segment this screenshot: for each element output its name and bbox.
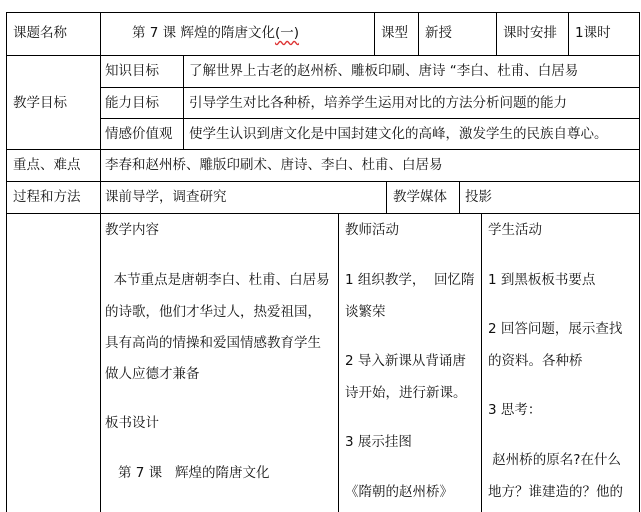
teacher-line: 1 组织教学， 回忆隋 [345,272,475,288]
col-divider [496,12,497,55]
col-divider [183,55,184,149]
content-line: 本节重点是唐朝李白、杜甫、白居易 [105,272,330,288]
teacher-header: 教师活动 [345,222,399,238]
table-border-left [6,12,7,512]
goals-label: 教学目标 [13,95,67,111]
table-border-top [6,12,640,13]
course-title [132,25,299,41]
student-line: 地方？谁建造的？他的 [488,484,623,500]
student-line: 1 到黑板板书要点 [488,272,596,288]
goal-text: 引导学生对比各种桥，培养学生运用对比的方法分析问题的能力 [189,95,567,111]
keypoints-label: 重点、难点 [13,157,81,173]
row-divider [6,55,640,56]
col-divider [100,12,101,512]
media-value: 投影 [465,189,492,205]
student-header: 学生活动 [488,222,542,238]
col-divider [374,12,375,55]
col-divider [568,12,569,55]
teacher-line: 诗开始，进行新课。 [345,385,467,401]
row-divider [6,149,640,150]
student-line: 的资料。各种桥 [488,353,583,369]
goal-name: 情感价值观 [105,126,173,142]
teacher-line: 2 导入新课从背诵唐 [345,353,466,369]
content-line: 的诗歌，他们才华过人，热爱祖国， [105,304,321,320]
student-line: 3 思考： [488,402,542,418]
goal-text: 了解世界上古老的赵州桥、雕板印刷、唐诗 “李白、杜甫、白居易 [189,63,579,79]
teacher-line: 3 展示挂图 [345,434,412,450]
content-line: 做人应德才兼备 [105,366,200,382]
row-divider [6,213,640,214]
student-line: 2 回答问题，展示查找 [488,321,623,337]
row-divider [6,181,640,182]
col-divider [481,213,482,512]
schedule-value: 1课时 [575,25,611,41]
student-line: 赵州桥的原名?在什么 [488,452,621,468]
col-divider [459,181,460,213]
process-label: 过程和方法 [13,189,81,205]
course-title-part: (一) [274,25,300,41]
goal-name: 能力目标 [105,95,159,111]
lesson-type-label: 课型 [381,25,408,41]
col-divider [386,181,387,213]
process-text: 课前导学，调查研究 [105,189,227,205]
teacher-line: 谈繁荣 [345,304,386,320]
board-design-title: 板书设计 [105,415,159,431]
table-border-right [639,12,640,512]
content-header: 教学内容 [105,222,159,238]
course-name-label: 课题名称 [13,25,67,41]
schedule-label: 课时安排 [503,25,557,41]
goal-text: 使学生认识到唐文化是中国封建文化的高峰，激发学生的民族自尊心。 [189,126,608,142]
board-design-line: 第 7 课 辉煌的隋唐文化 [118,465,270,481]
goal-name: 知识目标 [105,63,159,79]
media-label: 教学媒体 [393,189,447,205]
row-divider [100,118,640,119]
row-divider [100,87,640,88]
keypoints-text: 李春和赵州桥、雕版印刷术、唐诗、李白、杜甫、白居易 [105,157,443,173]
content-line: 具有高尚的情操和爱国情感教育学生 [105,335,321,351]
course-title-main: 第 7 课 辉煌的隋唐文化 [132,25,275,41]
col-divider [418,12,419,55]
col-divider [338,213,339,512]
teacher-line: 《隋朝的赵州桥》 [345,484,453,500]
lesson-type-value: 新授 [425,25,452,41]
